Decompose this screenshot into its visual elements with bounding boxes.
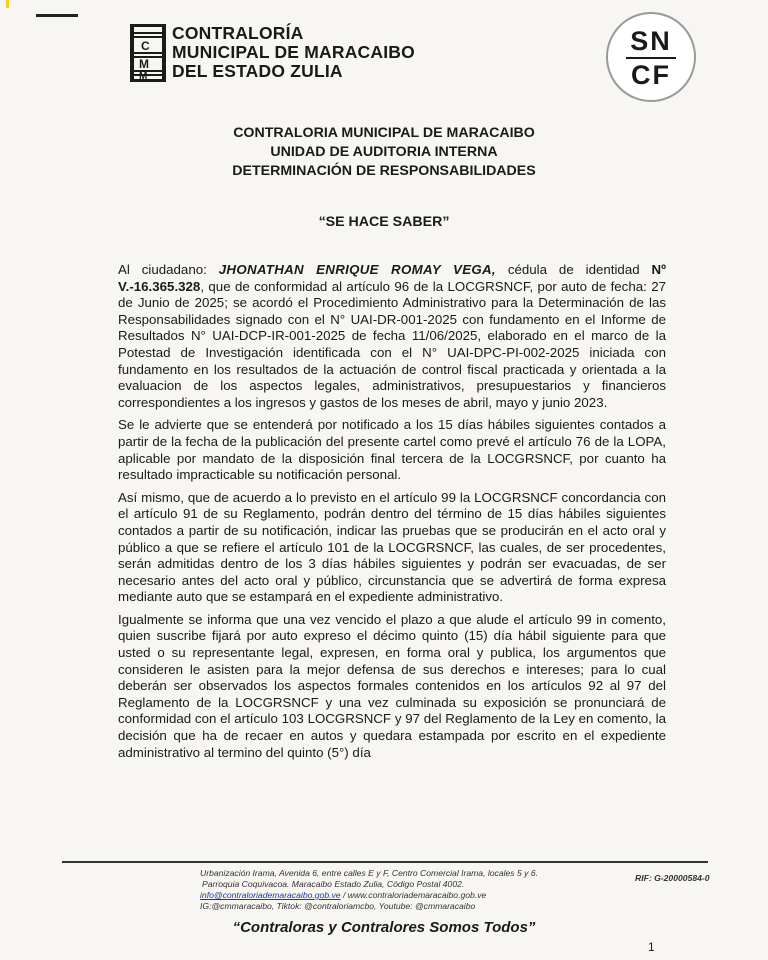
logo-line-3: DEL ESTADO ZULIA (172, 61, 343, 81)
logo-letter-c: C (141, 39, 150, 53)
p1-mid: cédula de identidad (495, 262, 652, 277)
heading-line-2: UNIDAD DE AUDITORIA INTERNA (270, 144, 498, 160)
logo-text (172, 24, 415, 81)
email-link[interactable]: info@contraloriademaracaibo.gob.ve (200, 890, 341, 900)
logo-line-1: CONTRALORÍA (172, 23, 304, 43)
sncf-top: SN (630, 26, 672, 56)
logo-letter-m2: M (139, 71, 148, 82)
address-line-2: Parroquia Coquivacoa. Maracaibo Estado Zulia, Código Postal 4002. (202, 879, 465, 889)
footer-address (200, 868, 600, 912)
citizen-name: JHONATHAN ENRIQUE ROMAY VEGA, (218, 262, 496, 277)
notice-title: “SE HACE SABER” (318, 214, 450, 230)
footer-motto: “Contraloras y Contralores Somos Todos” (232, 919, 536, 936)
contact-line (200, 890, 600, 901)
sncf-seal (606, 12, 696, 102)
footer-divider (62, 861, 708, 863)
paragraph-2: Se le advierte que se entenderá por notificado a los 15 días hábiles siguientes contados a partir de la fecha de la publicación del presente cartel como prevé el artículo 76 de la LOPA, aplicable por mandato de la disposición final tercera de la LOCGRSNCF, por cuanto ha resultado impracticable su notificación personal. (118, 417, 666, 483)
address-line-1: Urbanización Irama, Avenida 6, entre calles E y F, Centro Comercial Irama, locales 5 y 6. (200, 868, 539, 878)
contraloria-logo (128, 18, 415, 90)
paragraph-4: Igualmente se informa que una vez vencido el plazo a que alude el artículo 99 in comento, quien suscribe fijará por auto expreso el décimo quinto (15) día hábil siguiente para que usted o su representante legal, expresen, en forma oral y publica, los argumentos que consideren le asisten para la mejor defensa de sus derechos e intereses; para lo cual deberán ser observados los aspectos formales contenidos en los artículos 92 al 97 del Reglamento de la LOCGRSNCF y una vez culminada su exposición se pronunciará de conformidad con el artículo 103 LOCGRSNCF y 97 del Reglamento de la Ley en comento, la decisión que ha de recaer en autos y quedara estampada por escrito en el expediente administrativo al termino del quinto (5°) día (118, 611, 666, 760)
heading-line-1: CONTRALORIA MUNICIPAL DE MARACAIBO (233, 125, 535, 141)
sncf-divider (626, 57, 676, 59)
p1-intro: Al ciudadano: (118, 262, 219, 277)
id-number: Nº V.-16.365.328 (118, 262, 666, 294)
social-line: IG:@cmmaracaibo, Tiktok: @contraloriamcbo, Youtube: @cmmaracaibo (200, 901, 476, 911)
paragraph-1 (118, 262, 666, 411)
logo-line-2: MUNICIPAL DE MARACAIBO (172, 42, 415, 62)
logo-letter-m1: M (139, 57, 149, 71)
paragraph-3: Así mismo, que de acuerdo a lo previsto en el artículo 99 la LOCGRSNCF concordancia con el artículo 91 de su Reglamento, podrán dentro del término de 15 días hábiles siguientes contados a partir de su notificación, indicar las pruebas que se producirán en el acto oral y público a que se refiere el artículo 101 de la LOCGRSNCF, las cuales, de ser procedentes, serán admitidas dentro de los 3 días hábiles siguientes y podrán ser evacuadas, de ser necesario antes del acto oral y público, circunstancia que se advertirá de forma expresa mediante auto que se estampará en el expediente administrativo. (118, 489, 666, 605)
sncf-bottom: CF (631, 60, 671, 90)
top-dash-decoration (36, 14, 78, 17)
document-body (118, 262, 666, 767)
building-logo-icon (128, 22, 168, 84)
corner-mark (6, 0, 9, 8)
p1-rest: , que de conformidad al artículo 96 de la LOCGRSNCF, por auto de fecha: 27 de Junio de 2025; se acordó el Procedimiento Administrativo para la Determinación de las Responsabilidades signado con el N° UAI-DR-001-2025 con fundamento en el Informe de Resultados N° UAI-DCP-IR-001-2025 de fecha 11/06/2025, elaborado en el marco de la Potestad de Investigación identificada con el N° UAI-DPC-PI-002-2025 iniciada con fundamento en los resultados de la actuación de control fiscal practicada y orientada a la evaluacion de los aspectos legales, administrativos, presupuestarios y financieros correspondientes a los ingresos y gastos de los meses de abril, mayo y junio 2023. (118, 278, 666, 410)
rif-number: RIF: G-20000584-0 (635, 873, 710, 883)
page-number: 1 (648, 940, 655, 954)
website-text: / www.contraloriademaracaibo.gob.ve (340, 890, 487, 900)
heading-line-3: DETERMINACIÓN DE RESPONSABILIDADES (232, 163, 536, 179)
document-heading (0, 124, 768, 181)
